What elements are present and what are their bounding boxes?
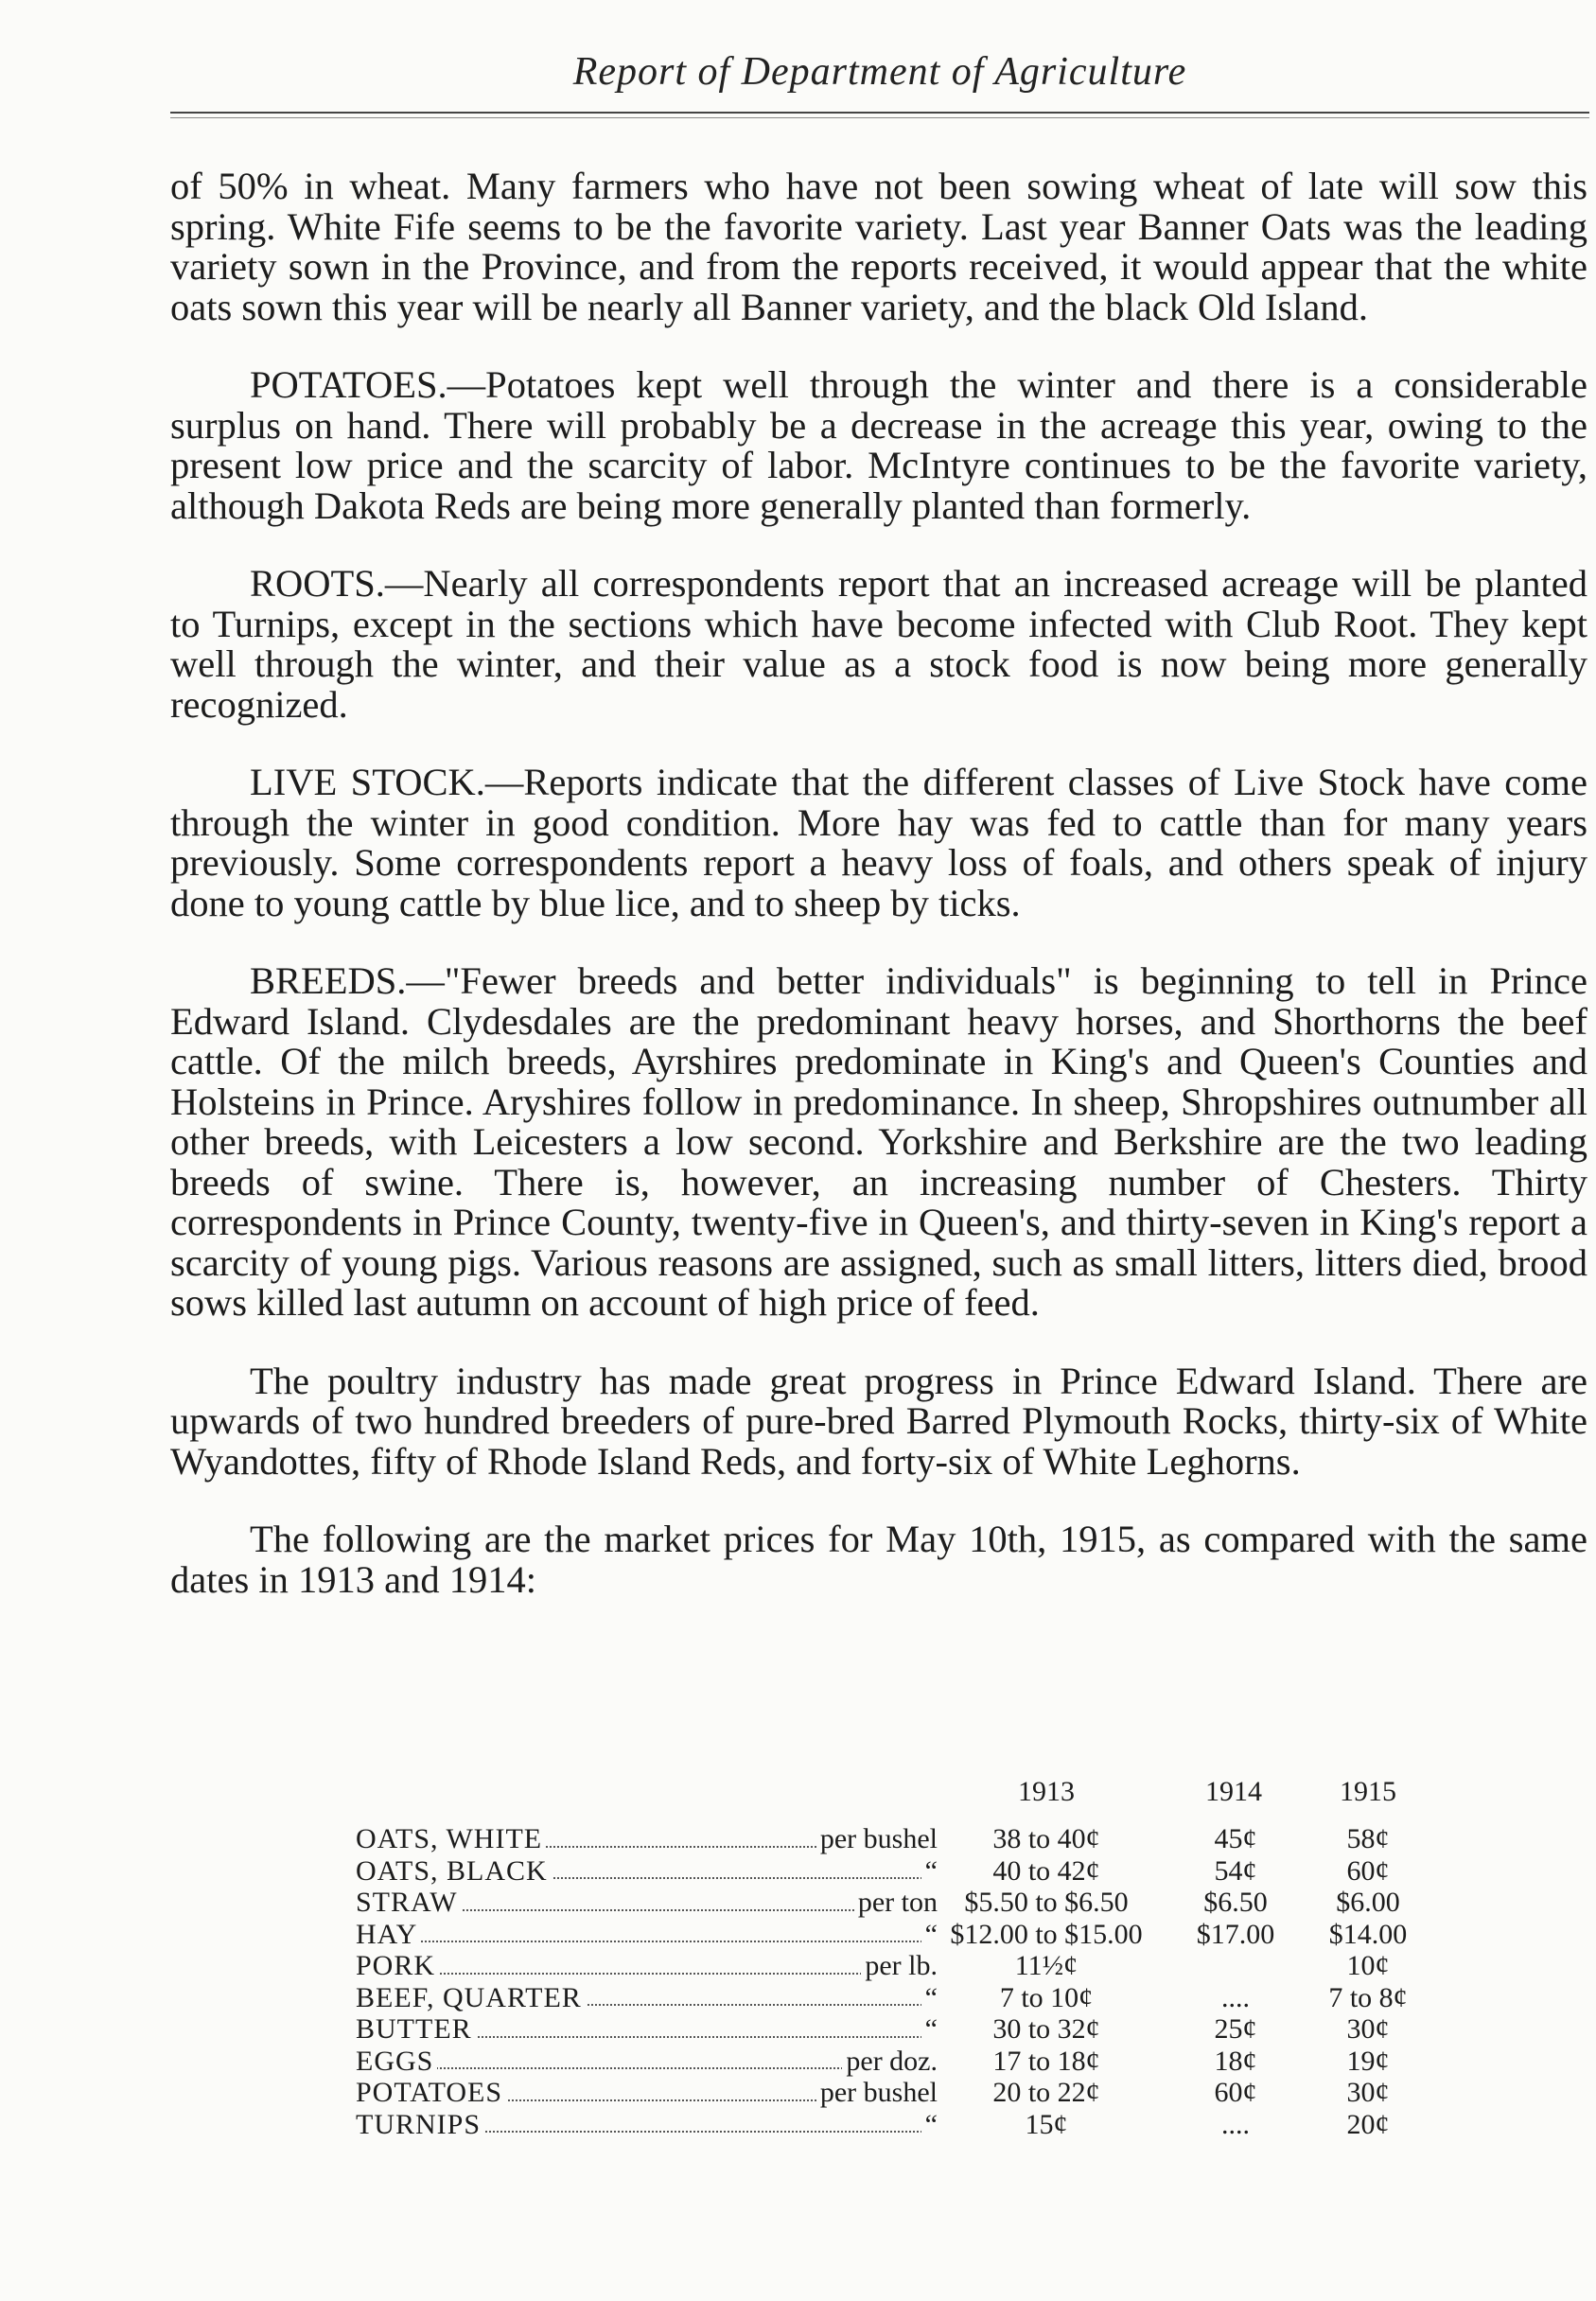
price-1913: 40 to 42¢ [992, 1854, 1100, 1887]
paragraph-live-stock: LIVE STOCK.—Reports indicate that the different classes of Live Stock have come through the winter in good condition. More hay was fed to cattle than for many years previously. Some correspondents report a heavy loss of foals, and others speak of injury done to young cattle by blue lice, and to sheep by ticks. [170, 761, 1587, 924]
price-1913: 20 to 22¢ [992, 2077, 1100, 2108]
price-1915: $14.00 [1328, 1918, 1408, 1950]
price-1914: 60¢ [1214, 2077, 1257, 2108]
item-unit: per ton [854, 1887, 938, 1919]
item-label: TURNIPS [356, 2109, 484, 2140]
item-label: OATS, WHITE [356, 1823, 546, 1854]
price-1914: 45¢ [1214, 1823, 1257, 1854]
leader-dots [356, 1941, 938, 1942]
price-1914: .... [1221, 2108, 1250, 2140]
item-unit: “ [921, 2013, 938, 2046]
year-header-1913: 1913 [1018, 1776, 1075, 1807]
price-1915: 58¢ [1346, 1823, 1390, 1854]
table-row [356, 1919, 1434, 1951]
price-1913: $5.50 to $6.50 [964, 1887, 1129, 1918]
price-1914: 25¢ [1214, 2013, 1257, 2045]
year-header-1914: 1914 [1205, 1776, 1262, 1807]
price-table-header [356, 1776, 1434, 1823]
price-1915: 30¢ [1346, 2077, 1390, 2108]
table-row [356, 2046, 1434, 2078]
table-row [356, 2077, 1434, 2109]
price-item [356, 2013, 938, 2046]
price-item [356, 2077, 938, 2109]
price-item [356, 1823, 938, 1855]
price-rows [356, 1823, 1434, 2140]
price-1913: 7 to 10¢ [999, 1981, 1094, 2013]
item-unit: “ [921, 2109, 938, 2141]
price-1913: 17 to 18¢ [992, 2045, 1100, 2077]
paragraph-roots: ROOTS.—Nearly all correspondents report that an increased acreage will be planted to Turnips, except in the sections which have become infected with Club Root. They kept well through the winter, and their value as a stock food is now being more generally recognized. [170, 562, 1587, 726]
price-1915: 7 to 8¢ [1328, 1981, 1408, 2013]
paragraph-potatoes: POTATOES.—Potatoes kept well through the winter and there is a considerable surplus on hand. There will probably be a decrease in the acreage this year, owing to the present low price and the scarcity of labor. McIntyre continues to be the favorite variety, although Dakota Reds are being more generally planted than formerly. [170, 363, 1587, 527]
price-item [356, 1887, 938, 1919]
table-row [356, 2013, 1434, 2046]
price-1915: 10¢ [1346, 1950, 1390, 1981]
price-item [356, 1855, 938, 1888]
price-1914: .... [1221, 1981, 1250, 2013]
item-label: OATS, BLACK [356, 1855, 552, 1887]
header-rule [170, 112, 1589, 114]
price-1914: 54¢ [1214, 1854, 1257, 1887]
body-text [170, 167, 1587, 1638]
price-item [356, 1919, 938, 1951]
item-unit: per lb. [861, 1950, 938, 1982]
table-row [356, 1887, 1434, 1919]
price-1915: 19¢ [1346, 2045, 1390, 2077]
price-1914: $17.00 [1196, 1918, 1275, 1950]
table-row [356, 1982, 1434, 2014]
price-1913: 30 to 32¢ [992, 2013, 1100, 2045]
price-1915: 20¢ [1346, 2108, 1390, 2140]
item-unit: “ [921, 1982, 938, 2014]
item-unit: “ [921, 1855, 938, 1888]
table-row [356, 2109, 1434, 2141]
price-1915: $6.00 [1336, 1887, 1400, 1918]
table-row [356, 1823, 1434, 1855]
paragraph-breeds: BREEDS.—"Fewer breeds and better individuals" is beginning to tell in Prince Edward Island. Clydesdales are the predominant heavy horses, and Shorthorns the beef cattle. Of the milch breeds, Ayrshires predominate in King's and Queen's Counties and Holsteins in Prince. Aryshires follow in predominance. In sheep, Shropshires outnumber all other breeds, with Leicesters a low second. Yorkshire and Berkshire are the two leading breeds of swine. There is, however, an increasing number of Chesters. Thirty correspondents in Prince County, twenty-five in Queen's, and thirty-seven in King's report a scarcity of young pigs. Various reasons are assigned, such as small litters, litters died, brood sows killed last autumn on account of high price of feed. [170, 959, 1587, 1324]
item-unit: per bushel [816, 1823, 938, 1855]
item-unit: per bushel [816, 2077, 938, 2109]
item-unit: “ [921, 1919, 938, 1951]
price-1913: $12.00 to $15.00 [950, 1918, 1143, 1950]
price-1915: 30¢ [1346, 2013, 1390, 2045]
price-item [356, 1982, 938, 2014]
price-1913: 38 to 40¢ [992, 1823, 1100, 1854]
item-label: HAY [356, 1919, 421, 1950]
item-label: STRAW [356, 1887, 462, 1918]
price-1913: 11½¢ [1014, 1950, 1079, 1981]
price-item [356, 2046, 938, 2078]
price-item [356, 1950, 938, 1982]
item-unit: per doz. [842, 2046, 938, 2078]
item-label: BUTTER [356, 2013, 476, 2045]
item-label: EGGS [356, 2046, 437, 2077]
item-label: BEEF, QUARTER [356, 1982, 586, 2013]
price-item [356, 2109, 938, 2141]
item-label: POTATOES [356, 2077, 506, 2108]
item-label: PORK [356, 1950, 439, 1981]
price-1914: $6.50 [1203, 1887, 1268, 1918]
page-header: Report of Department of Agriculture [572, 50, 1187, 94]
paragraph-market-prices-intro: The following are the market prices for May 10th, 1915, as compared with the same dates in 1913 and 1914: [170, 1518, 1587, 1601]
price-1915: 60¢ [1346, 1854, 1390, 1887]
price-1914: 18¢ [1214, 2045, 1257, 2077]
table-row [356, 1855, 1434, 1888]
leader-dots [356, 1973, 938, 1975]
table-row [356, 1950, 1434, 1982]
paragraph-wheat-oats: of 50% in wheat. Many farmers who have not been sowing wheat of late will sow this spring. White Fife seems to be the favorite variety. Last year Banner Oats was the leading variety sown in the Province, and from the reports received, it would appear that the white oats sown this year will be nearly all Banner variety, and the black Old Island. [170, 165, 1587, 328]
year-header-1915: 1915 [1340, 1776, 1396, 1807]
price-table [356, 1776, 1434, 2140]
price-1913: 15¢ [1025, 2108, 1068, 2140]
header-rule-thin [170, 117, 1589, 118]
paragraph-poultry: The poultry industry has made great progress in Prince Edward Island. There are upwards of two hundred breeders of pure-bred Barred Plymouth Rocks, thirty-six of White Wyandottes, fifty of Rhode Island Reds, and forty-six of White Leghorns. [170, 1359, 1587, 1483]
